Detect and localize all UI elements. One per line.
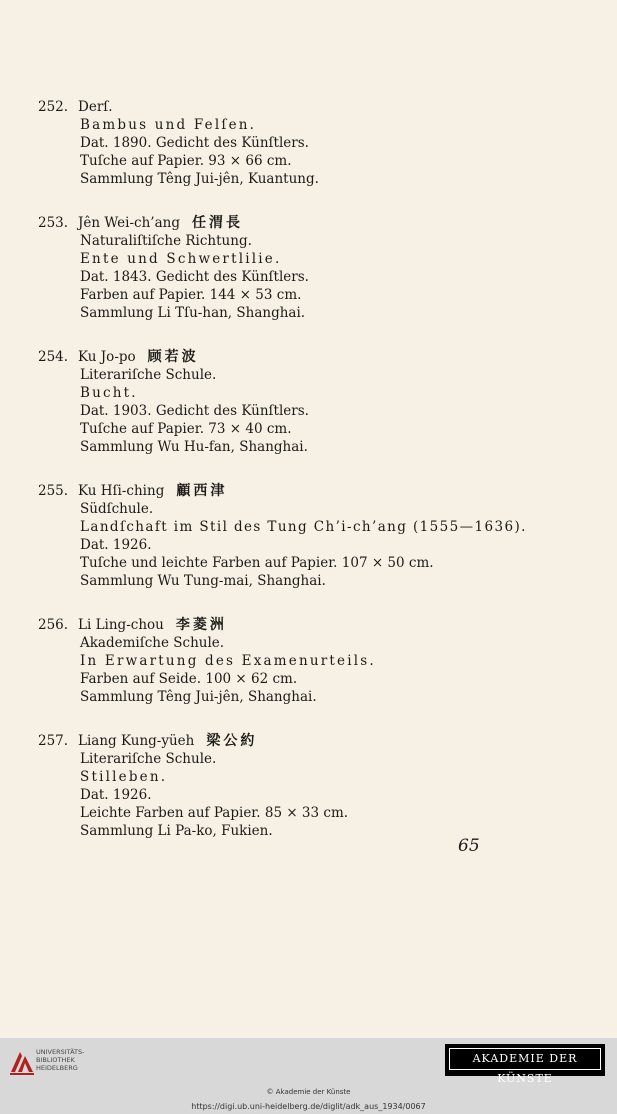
entry-line: Farben auf Papier. 144 × 53 cm. [80,287,302,303]
entry-number: 256. [38,617,69,633]
permalink-url[interactable]: https://digi.ub.uni-heidelberg.de/diglit/adk_aus_1934/0067 [191,1102,426,1111]
entry-line: Tuſche auf Papier. 93 × 66 cm. [80,153,292,169]
entry-heading [38,732,598,750]
entry-number: 253. [38,215,69,231]
entry-line: Landſchaft im Stil des Tung Ch’i-ch’ang (1555—1636). [80,519,527,535]
entry-line: Dat. 1926. [80,537,152,553]
entry-line: Sammlung Li Tſu-han, Shanghai. [80,305,306,321]
entry-number: 254. [38,349,69,365]
entry-line: Sammlung Wu Hu-fan, Shanghai. [80,439,308,455]
entry-line: Dat. 1903. Gedicht des Künſtlers. [80,403,309,419]
entry-line: Dat. 1926. [80,787,152,803]
library-line: HEIDELBERG [36,1064,78,1072]
entry-line: Sammlung Wu Tung-mai, Shanghai. [80,573,326,589]
university-library-logo-icon [8,1046,36,1076]
viewer-footer [0,1038,617,1114]
entry-line: In Erwartung des Examenurteils. [80,653,376,669]
catalog-entry [38,482,598,590]
copyright-notice: © Akademie der Künste [266,1088,351,1096]
catalog-entry [38,98,598,188]
artist-name: Li Ling-chou [78,617,164,633]
entry-number: 257. [38,733,69,749]
catalog-entry [38,214,598,322]
artist-name: Ku Jo-po [78,349,136,365]
entry-line: Sammlung Têng Jui-jên, Shanghai. [80,689,317,705]
akademie-logo-text: AKADEMIE DER KÜNSTE [449,1048,601,1070]
entry-line: Leichte Farben auf Papier. 85 × 33 cm. [80,805,349,821]
entry-line: Sammlung Têng Jui-jên, Kuantung. [80,171,319,187]
artist-name: Derſ. [78,99,113,115]
akademie-logo[interactable] [445,1044,605,1085]
entry-line: Literariſche Schule. [80,751,217,767]
catalog-entry [38,616,598,706]
catalog-entry [38,732,598,840]
artist-chinese-name: 顾若波 [147,349,199,365]
artist-name: Ku Hſi-ching [78,483,165,499]
artist-name: Liang Kung-yüeh [78,733,195,749]
entry-heading [38,482,598,500]
entry-line: Farben auf Seide. 100 × 62 cm. [80,671,298,687]
entry-line: Tuſche und leichte Farben auf Papier. 107 × 50 cm. [80,555,434,571]
entry-line: Dat. 1843. Gedicht des Künſtlers. [80,269,309,285]
university-library-label[interactable] [36,1048,85,1072]
entry-line: Bambus und Felſen. [80,117,257,133]
entry-number: 255. [38,483,69,499]
entry-line: Tuſche auf Papier. 73 × 40 cm. [80,421,292,437]
entry-line: Stilleben. [80,769,168,785]
entry-number: 252. [38,99,69,115]
artist-chinese-name: 顧西津 [176,483,228,499]
entry-line: Dat. 1890. Gedicht des Künſtlers. [80,135,309,151]
catalog-entry [38,348,598,456]
entry-heading [38,348,598,366]
entry-line: Akademiſche Schule. [80,635,225,651]
artist-name: Jên Wei-ch’ang [78,215,180,231]
artist-chinese-name: 任渭長 [191,215,243,231]
library-line: UNIVERSITÄTS- [36,1048,85,1056]
entry-line: Sammlung Li Pa-ko, Fukien. [80,823,273,839]
artist-chinese-name: 梁公約 [206,733,258,749]
library-line: BIBLIOTHEK [36,1056,75,1064]
entry-line: Bucht. [80,385,138,401]
entry-line: Naturaliſtiſche Richtung. [80,233,252,249]
catalog-entries [38,98,598,866]
entry-heading [38,98,598,116]
artist-chinese-name: 李菱洲 [175,617,227,633]
entry-line: Ente und Schwertlilie. [80,251,282,267]
entry-heading [38,616,598,634]
entry-line: Literariſche Schule. [80,367,217,383]
page-number: 65 [458,836,480,856]
entry-line: Südſchule. [80,501,154,517]
entry-heading [38,214,598,232]
